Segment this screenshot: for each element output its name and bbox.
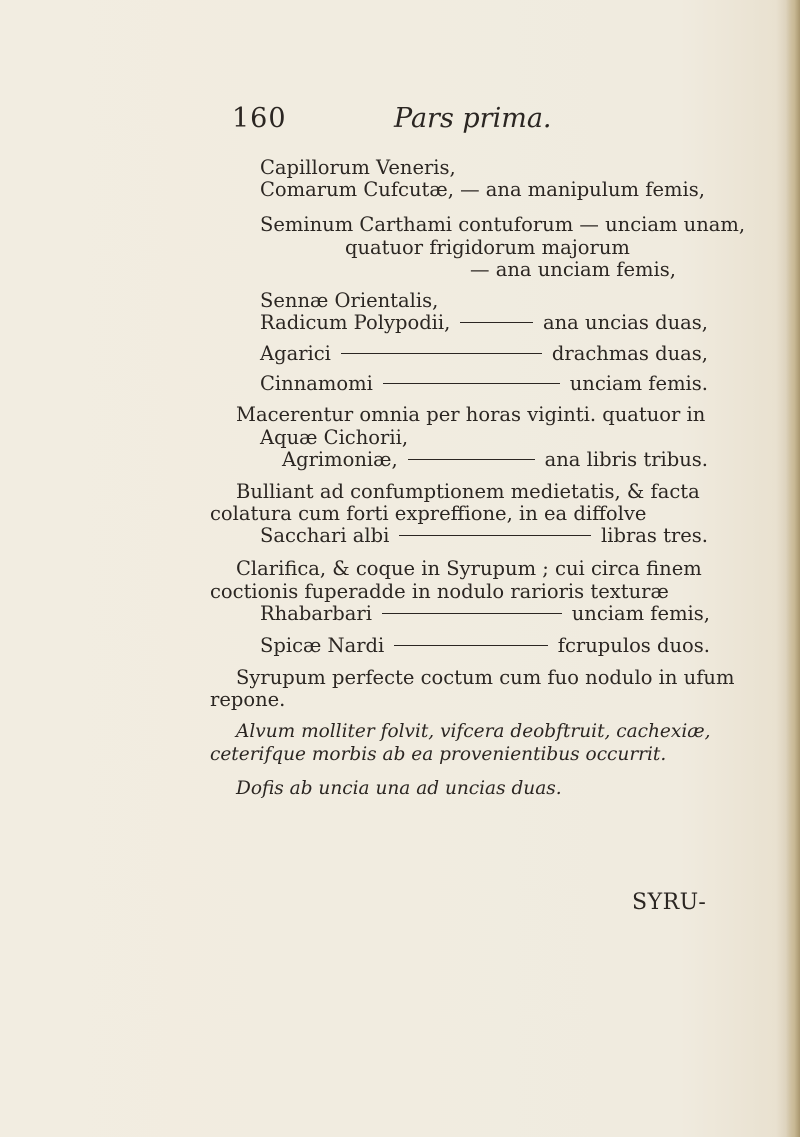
- text-line: — ana unciam femis,: [470, 258, 676, 281]
- page-header: [232, 103, 692, 143]
- text-line: ceterifque morbis ab ea provenientibus occurrit.: [210, 744, 667, 765]
- catchword: SYRU-: [632, 890, 707, 915]
- dash-rule: [383, 383, 560, 384]
- recipe-row: [260, 342, 708, 366]
- text-line: Sennæ Orientalis,: [260, 289, 439, 312]
- quantity: unciam femis.: [569, 372, 708, 395]
- recipe-row: [260, 311, 708, 335]
- ingredient: Rhabarbari: [260, 602, 372, 625]
- dash-rule: [399, 535, 591, 536]
- text-line: Aquæ Cichorii,: [260, 426, 409, 449]
- page-number: 160: [232, 103, 287, 134]
- text-line: Syrupum perfecte coctum cum fuo nodulo in ufum: [236, 666, 735, 689]
- dash-rule: [382, 613, 562, 614]
- text-line: coctionis fuperadde in nodulo rarioris texturæ: [210, 580, 669, 603]
- quantity: ana libris tribus.: [544, 448, 708, 471]
- page-edge: [786, 0, 800, 1137]
- quantity: fcrupulos duos.: [557, 634, 710, 657]
- recipe-row: [260, 524, 708, 548]
- text-line: Alvum molliter folvit, vifcera deobftruit, cachexiæ,: [236, 721, 711, 742]
- ingredient: Agrimoniæ,: [282, 448, 398, 471]
- dash-rule: [394, 645, 548, 646]
- text-line: Clarifica, & coque in Syrupum ; cui circa finem: [236, 557, 702, 580]
- text-line: repone.: [210, 688, 286, 711]
- dash-rule: [341, 353, 542, 354]
- ingredient: Agarici: [260, 342, 331, 365]
- ingredient: Radicum Polypodii,: [260, 311, 451, 334]
- text-line: Dofis ab uncia una ad uncias duas.: [236, 778, 562, 799]
- recipe-row: [260, 372, 708, 396]
- text-line: colatura cum forti expreffione, in ea diffolve: [210, 502, 647, 525]
- quantity: ana uncias duas,: [543, 311, 708, 334]
- ingredient: Sacchari albi: [260, 524, 390, 547]
- recipe-row: [260, 634, 710, 658]
- quantity: unciam femis,: [571, 602, 710, 625]
- dash-rule: [408, 459, 535, 460]
- text-line: Seminum Carthami contuforum — unciam unam,: [260, 213, 746, 236]
- text-line: quatuor frigidorum majorum: [345, 236, 630, 259]
- dash-rule: [460, 322, 533, 323]
- recipe-row: [260, 602, 710, 626]
- quantity: drachmas duas,: [551, 342, 708, 365]
- text-line: Bulliant ad confumptionem medietatis, & facta: [236, 480, 700, 503]
- running-title: Pars prima.: [394, 103, 552, 134]
- text-line: Comarum Cufcutæ, — ana manipulum femis,: [260, 178, 705, 201]
- quantity: libras tres.: [600, 524, 708, 547]
- ingredient: Spicæ Nardi: [260, 634, 385, 657]
- text-line: Capillorum Veneris,: [260, 156, 456, 179]
- ingredient: Cinnamomi: [260, 372, 373, 395]
- recipe-row: [282, 448, 708, 472]
- text-line: Macerentur omnia per horas viginti. quatuor in: [236, 403, 706, 426]
